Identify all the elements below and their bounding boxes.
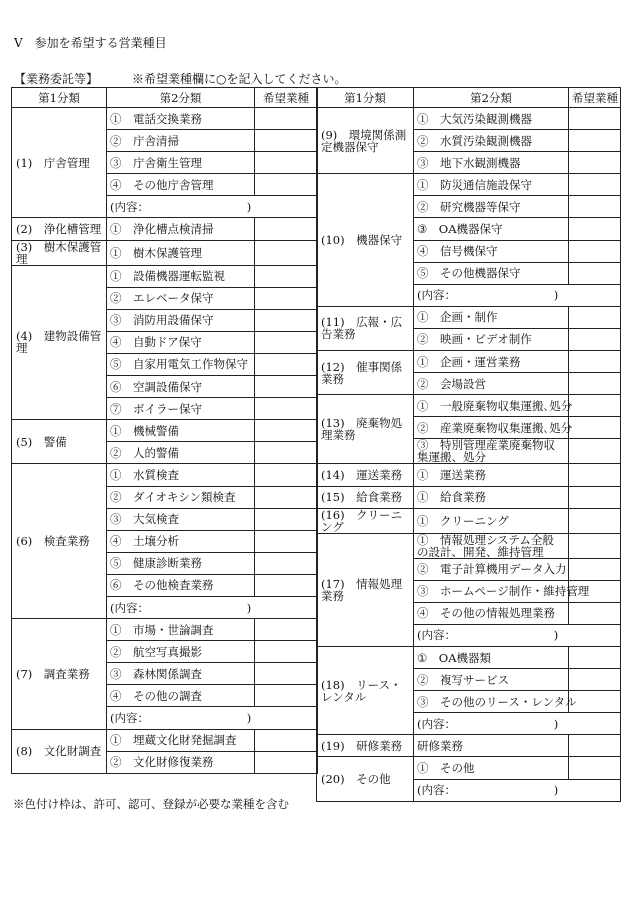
subcategory-item: ① 埋蔵文化財発掘調査 [107,729,255,751]
category-label: (14) 運送業務 [317,464,414,486]
subcategory-item: ① 電話交換業務 [107,108,255,130]
subcategory-item: ① 防災通信施設保守 [414,174,569,196]
desired-checkbox-cell[interactable] [569,602,621,624]
desired-checkbox-cell[interactable] [569,646,621,668]
subcategory-item: ② 電子計算機用データ入力 [414,558,569,580]
desired-checkbox-cell[interactable] [255,619,318,641]
desired-checkbox-cell[interactable] [255,265,318,287]
table-row [12,240,318,265]
category-label: (5) 警備 [12,420,107,464]
desired-checkbox-cell[interactable] [255,218,318,240]
business-table-right [316,87,621,802]
category-label: (11) 広報・広告業務 [317,306,414,350]
desired-checkbox-cell[interactable] [255,287,318,309]
subcategory-item: ② 研究機器等保守 [414,196,569,218]
desired-checkbox-cell[interactable] [569,328,621,350]
header-desired: 希望業種 [255,88,318,108]
subcategory-item: ① 一般廃棄物収集運搬､処分 [414,395,569,417]
category-label: (1) 庁舎管理 [12,108,107,218]
desired-checkbox-cell[interactable] [569,395,621,417]
desired-checkbox-cell[interactable] [255,464,318,486]
desired-checkbox-cell[interactable] [569,464,621,486]
subcategory-item: ① 給食業務 [414,486,569,508]
desired-checkbox-cell[interactable] [569,373,621,395]
category-label: (19) 研修業務 [317,735,414,757]
subcategory-item: ③ 庁舎衛生管理 [107,152,255,174]
table-row [317,108,621,130]
subcategory-item: ④ 自動ドア保守 [107,331,255,353]
category-label: (10) 機器保守 [317,174,414,307]
table-row [317,757,621,779]
subcategory-item: ③ 特別管理産業廃棄物収集運搬、処分 [414,439,569,464]
table-row [317,174,621,196]
desired-checkbox-cell[interactable] [255,376,318,398]
desired-checkbox-cell[interactable] [569,508,621,533]
subcategory-item: ① 機械警備 [107,420,255,442]
desired-checkbox-cell[interactable] [255,685,318,707]
subcategory-item: ① 情報処理システム全般の設計、開発、維持管理 [414,533,569,558]
table-row [317,508,621,533]
subcategory-item: ② 庁舎清掃 [107,130,255,152]
desired-checkbox-cell[interactable] [255,398,318,420]
header-second-category: 第2分類 [414,88,569,108]
subcategory-item: ③ OA機器保守 [414,218,569,240]
category-label: (3) 樹木保護管理 [12,240,107,265]
category-label: (4) 建物設備管理 [12,265,107,420]
desired-checkbox-cell[interactable] [255,751,318,773]
subcategory-item: ① OA機器類 [414,646,569,668]
subcategory-item: ① 企画・運営業務 [414,351,569,373]
table-row [12,619,318,641]
subcategory-item: ⑤ その他機器保守 [414,262,569,284]
desired-checkbox-cell[interactable] [255,331,318,353]
category-label: (9) 環境関係測定機器保守 [317,108,414,174]
subcategory-item: ② 人的警備 [107,442,255,464]
category-label: (12) 催事関係業務 [317,351,414,395]
desired-checkbox-cell[interactable] [255,508,318,530]
subcategory-item: ⑤ 健康診断業務 [107,552,255,574]
desired-checkbox-cell[interactable] [255,442,318,464]
subcategory-item: ① 市場・世論調査 [107,619,255,641]
desired-checkbox-cell[interactable] [255,420,318,442]
desired-checkbox-cell[interactable] [569,439,621,464]
subcategory-item: ① 大気汚染観測機器 [414,108,569,130]
table-row [12,420,318,442]
category-label: (6) 検査業務 [12,464,107,619]
subcategory-item: ① 浄化槽点検清掃 [107,218,255,240]
table-row [12,729,318,751]
desired-checkbox-cell[interactable] [569,533,621,558]
category-label: (2) 浄化槽管理 [12,218,107,240]
subcategory-item: ③ 地下水観測機器 [414,152,569,174]
desired-checkbox-cell[interactable] [255,353,318,375]
instruction-note: ※希望業種欄に○を記入してください。 [132,72,347,86]
subcategory-item: 研修業務 [414,735,569,757]
desired-checkbox-cell[interactable] [569,108,621,130]
subcategory-item: ② エレベータ保守 [107,287,255,309]
desired-checkbox-cell[interactable] [569,417,621,439]
footnote: ※色付け枠は、許可、認可、登録が必要な業種を含む [13,797,289,811]
details-field[interactable]: (内容： ) [107,707,318,729]
subcategory-item: ④ その他庁舎管理 [107,174,255,196]
desired-checkbox-cell[interactable] [569,174,621,196]
category-label: (16) クリーニング [317,508,414,533]
subcategory-item: ③ 大気検査 [107,508,255,530]
desired-checkbox-cell[interactable] [569,130,621,152]
desired-checkbox-cell[interactable] [569,196,621,218]
header-first-category: 第1分類 [12,88,107,108]
table-row [317,646,621,668]
header-desired: 希望業種 [569,88,621,108]
subcategory-item: ② 複写サービス [414,669,569,691]
table-row [317,351,621,373]
desired-checkbox-cell[interactable] [255,152,318,174]
desired-checkbox-cell[interactable] [569,240,621,262]
subcategory-item: ③ その他のリース・レンタル [414,691,569,713]
subcategory-item: ② 文化財修復業務 [107,751,255,773]
details-field[interactable]: (内容： ) [414,284,621,306]
table-row [12,218,318,240]
desired-checkbox-cell[interactable] [255,174,318,196]
category-label: (17) 情報処理業務 [317,533,414,646]
header-second-category: 第2分類 [107,88,255,108]
details-field[interactable]: (内容： ) [414,624,621,646]
details-field[interactable]: (内容： ) [107,196,318,218]
desired-checkbox-cell[interactable] [569,669,621,691]
subcategory-item: ④ その他の調査 [107,685,255,707]
desired-checkbox-cell[interactable] [255,130,318,152]
subcategory-item: ③ 消防用設備保守 [107,309,255,331]
desired-checkbox-cell[interactable] [255,486,318,508]
desired-checkbox-cell[interactable] [255,729,318,751]
category-label: (20) その他 [317,757,414,801]
table-row [12,108,318,130]
table-row [12,265,318,287]
category-label: (8) 文化財調査 [12,729,107,773]
section-title: V 参加を希望する営業種目 [14,36,167,50]
table-row [12,464,318,486]
table-row [317,464,621,486]
desired-checkbox-cell[interactable] [255,530,318,552]
category-label: (15) 給食業務 [317,486,414,508]
subcategory-item: ① その他 [414,757,569,779]
desired-checkbox-cell[interactable] [255,574,318,596]
desired-checkbox-cell[interactable] [569,152,621,174]
subcategory-item: ① 水質検査 [107,464,255,486]
category-label: (13) 廃棄物処理業務 [317,395,414,464]
subcategory-item: ④ 信号機保守 [414,240,569,262]
subcategory-item: ① 運送業務 [414,464,569,486]
subtitle-row [14,70,347,87]
desired-checkbox-cell[interactable] [569,735,621,757]
subcategory-item: ⑤ 自家用電気工作物保守 [107,353,255,375]
subcategory-item: ③ 森林関係調査 [107,663,255,685]
subcategory-item: ① 企画・制作 [414,306,569,328]
desired-checkbox-cell[interactable] [255,309,318,331]
subcategory-item: ② 映画・ビデオ制作 [414,328,569,350]
category-label: (18) リース・レンタル [317,646,414,734]
subcategory-item: ⑥ 空調設備保守 [107,376,255,398]
details-field[interactable]: (内容： ) [414,779,621,801]
subcategory-item: ② 会場設営 [414,373,569,395]
details-field[interactable]: (内容： ) [414,713,621,735]
subcategory-item: ④ 土壌分析 [107,530,255,552]
header-first-category: 第1分類 [317,88,414,108]
details-field[interactable]: (内容： ) [107,596,318,618]
table-row [317,395,621,417]
subcategory-item: ① クリーニング [414,508,569,533]
desired-checkbox-cell[interactable] [569,351,621,373]
subcategory-item: ② ダイオキシン類検査 [107,486,255,508]
subcategory-item: ① 設備機器運転監視 [107,265,255,287]
subcategory-item: ⑦ ボイラー保守 [107,398,255,420]
business-table-left [11,87,318,774]
desired-checkbox-cell[interactable] [569,486,621,508]
desired-checkbox-cell[interactable] [569,262,621,284]
table-row [317,306,621,328]
table-row [317,735,621,757]
subcategory-item: ② 水質汚染観測機器 [414,130,569,152]
subcategory-item: ④ その他の情報処理業務 [414,602,569,624]
desired-checkbox-cell[interactable] [255,108,318,130]
subcategory-item: ① 樹木保護管理 [107,240,255,265]
desired-checkbox-cell[interactable] [569,218,621,240]
subcategory-item: ② 航空写真撮影 [107,641,255,663]
subcategory-item: ⑥ その他検査業務 [107,574,255,596]
desired-checkbox-cell[interactable] [255,663,318,685]
desired-checkbox-cell[interactable] [569,558,621,580]
desired-checkbox-cell[interactable] [255,641,318,663]
table-row [317,486,621,508]
desired-checkbox-cell[interactable] [255,240,318,265]
section-label: 【業務委託等】 [14,72,99,86]
subcategory-item: ② 産業廃棄物収集運搬､処分 [414,417,569,439]
subcategory-item: ③ ホームページ制作・維持管理 [414,580,569,602]
table-row [317,533,621,558]
desired-checkbox-cell[interactable] [255,552,318,574]
category-label: (7) 調査業務 [12,619,107,729]
desired-checkbox-cell[interactable] [569,757,621,779]
desired-checkbox-cell[interactable] [569,306,621,328]
